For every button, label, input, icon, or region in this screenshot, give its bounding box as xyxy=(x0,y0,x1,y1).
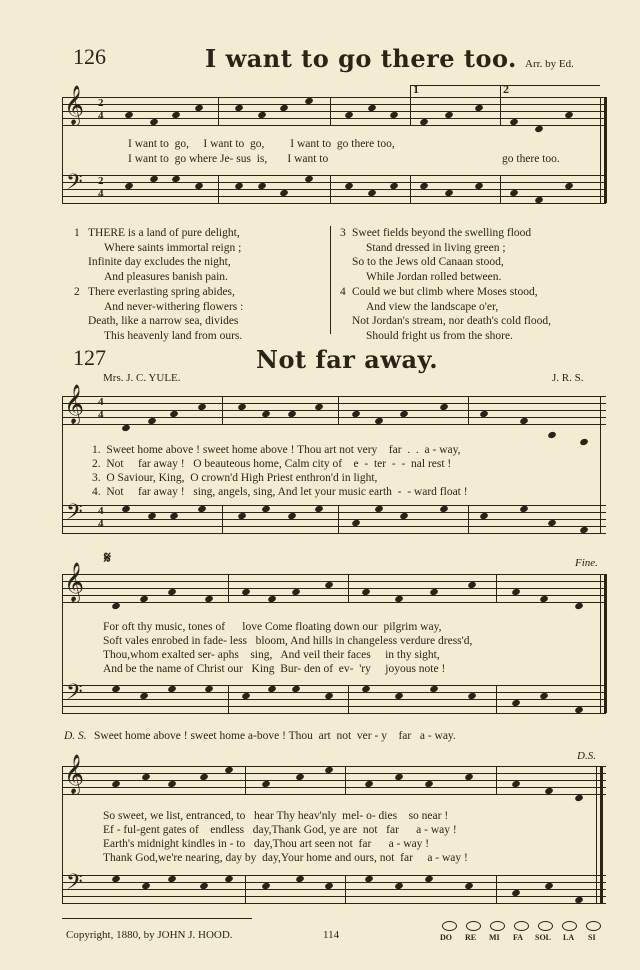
verse-number: 3 xyxy=(340,227,346,239)
hymn-127-final-line-2: Ef - ful-gent gates of endless day,Thank God, ye are not far a - way ! xyxy=(103,824,457,836)
bass-clef-icon: 𝄢 xyxy=(66,870,83,900)
verse-line: Stand dressed in living green ; xyxy=(366,241,506,254)
verse-line: Infinite day excludes the night, xyxy=(88,256,231,268)
hymn-126-score: 𝄞 𝄢 2 4 2 4 1 2 xyxy=(0,0,640,225)
hymn-127-final-line-4: Thank God,we're nearing, day by day,Your home and ours, not far a - way ! xyxy=(103,852,468,864)
bass-clef-icon: 𝄢 xyxy=(66,680,83,710)
hymn-127-refrain-line-3: Thou,whom exalted ser- aphs sing, And veil their faces in thy sight, xyxy=(103,649,440,661)
solfege-label: SI xyxy=(588,933,596,942)
ds-marker: D.S. xyxy=(577,750,596,762)
verse-number: 1 xyxy=(74,227,80,239)
treble-clef-icon: 𝄞 xyxy=(64,754,85,794)
hymn-126-arranger: Arr. by Ed. xyxy=(525,58,574,70)
hymn-127-composer: J. R. S. xyxy=(552,372,584,384)
hymn-126-lyrics-ending: go there too. xyxy=(502,153,560,165)
second-ending-label: 2 xyxy=(503,82,509,96)
hymn-127-verse-line-3: 3. O Saviour, King, O crown'd High Priest enthron'd in light, xyxy=(92,472,378,484)
hymn-127-verse-line-1: 1. Sweet home above ! sweet home above ! Thou art not very far . . a - way, xyxy=(92,444,461,456)
solfege-legend xyxy=(440,918,605,948)
verse-line: Death, like a narrow sea, divides xyxy=(88,315,239,327)
hymn-127-verse-line-4: 4. Not far away ! sing, angels, sing, And let your music earth - - ward float ! xyxy=(92,486,468,498)
verse-line: Not Jordan's stream, nor death's cold flood, xyxy=(352,315,551,327)
treble-clef-icon: 𝄞 xyxy=(64,384,85,424)
verse-line: THERE is a land of pure delight, xyxy=(88,227,240,239)
hymn-127-number: 127 xyxy=(73,345,106,370)
bass-clef-icon: 𝄢 xyxy=(66,170,83,200)
hymn-127-refrain-line-4: And be the name of Christ our King Bur- den of ev- 'ry joyous note ! xyxy=(103,663,446,675)
hymn-126-lyrics-line-2: I want to go where Je- sus is, I want to xyxy=(128,153,329,165)
verse-line: There everlasting spring abides, xyxy=(88,286,235,298)
copyright-notice: Copyright, 1880, by JOHN J. HOOD. xyxy=(66,929,233,941)
hymn-126-lyrics-line-1: I want to go, I want to go, I want to go there too, xyxy=(128,138,395,150)
verse-line: So to the Jews old Canaan stood, xyxy=(352,256,504,268)
ds-lyric-line: Sweet home above ! sweet home a-bove ! Thou art not ver - y far a - way. xyxy=(94,730,456,742)
fine-marker: Fine. xyxy=(575,557,598,569)
page-number: 114 xyxy=(323,929,340,941)
solfege-label: FA xyxy=(513,933,524,942)
verse-line: Sweet fields beyond the swelling flood xyxy=(352,227,532,239)
hymn-126-number: 126 xyxy=(73,44,106,69)
verse-line: This heavenly land from ours. xyxy=(104,329,243,342)
verse-line: While Jordan rolled between. xyxy=(366,270,502,283)
verse-line: And view the landscape o'er, xyxy=(366,300,499,313)
verse-number: 2 xyxy=(74,286,80,298)
treble-clef-icon: 𝄞 xyxy=(64,562,85,602)
segno-icon: 𝄋 xyxy=(104,550,111,567)
hymn-127-score-system-1: 𝄞 𝄢 4 4 4 4 xyxy=(0,0,640,560)
treble-clef-icon: 𝄞 xyxy=(64,85,85,125)
hymn-127-verse-line-2: 2. Not far away ! O beauteous home, Calm city of e - ter - - nal rest ! xyxy=(92,458,452,470)
verse-number: 4 xyxy=(340,286,346,298)
verse-line: And never-withering flowers : xyxy=(104,300,244,313)
verse-line: And pleasures banish pain. xyxy=(104,270,228,283)
first-ending-label: 1 xyxy=(413,82,419,96)
solfege-label: SOL xyxy=(535,933,552,942)
solfege-label: DO xyxy=(440,933,452,942)
verse-line: Could we but climb where Moses stood, xyxy=(352,286,538,298)
hymn-127-refrain-line-2: Soft vales enrobed in fade- less bloom, And hills in changeless verdure dress'd, xyxy=(103,635,473,647)
verse-line: Should fright us from the shore. xyxy=(366,329,513,342)
hymn-127-final-line-3: Earth's midnight kindles in - to day,Thou art seen not far a - way ! xyxy=(103,838,430,850)
hymn-126-title: I want to go there too. xyxy=(205,44,517,73)
solfege-label: MI xyxy=(489,933,500,942)
hymn-127-final-line-1: So sweet, we list, entranced, to hear Thy heav'nly mel- o- dies so near ! xyxy=(103,810,449,822)
solfege-label: RE xyxy=(465,933,477,942)
solfege-label: LA xyxy=(563,933,575,942)
verse-line: Where saints immortal reign ; xyxy=(104,241,242,254)
hymn-127-refrain-line-1: For oft thy music, tones of love Come floating down our pilgrim way, xyxy=(103,621,442,633)
ds-label: D. S. xyxy=(64,730,87,742)
bass-clef-icon: 𝄢 xyxy=(66,500,83,530)
hymn-127-title: Not far away. xyxy=(256,345,439,374)
hymn-127-author: Mrs. J. C. YULE. xyxy=(103,372,181,384)
